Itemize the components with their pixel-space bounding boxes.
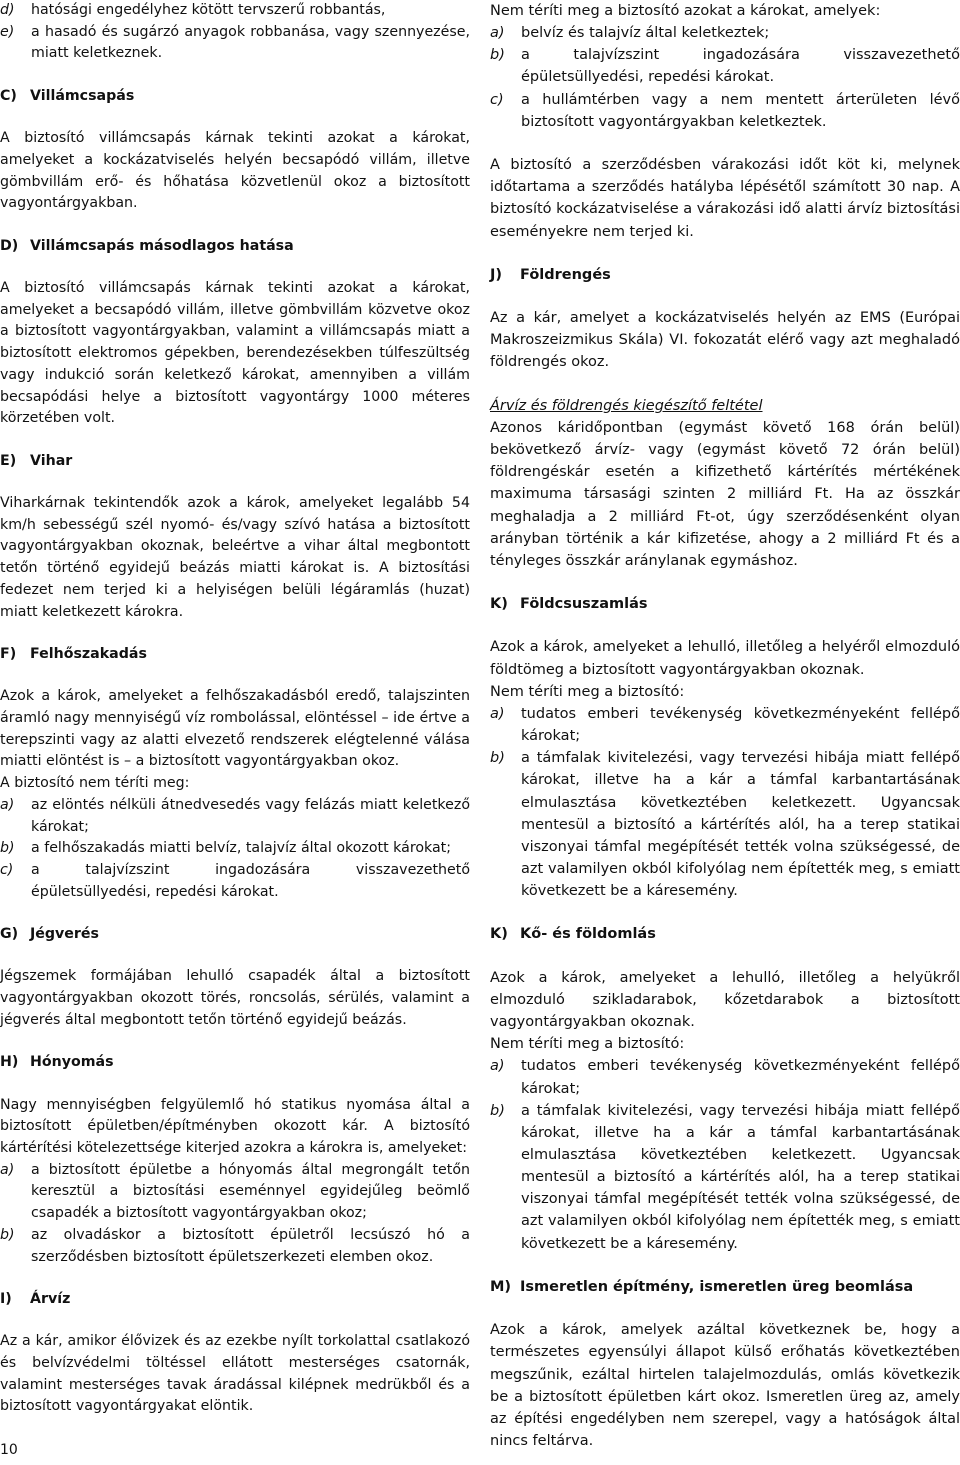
- section-heading-l: K) Kő- és földomlás: [490, 926, 656, 943]
- section-heading-c: C) Villámcsapás: [0, 87, 135, 104]
- section-heading-g: G) Jégverés: [0, 926, 99, 943]
- paragraph: Nem téríti meg a biztosító azokat a károkat, amelyek:: [490, 3, 881, 19]
- list-item: b) az olvadáskor a biztosított épületről lecsúszó hó a szerződésben biztosított épületszerkezeti elemben okoz.: [0, 1226, 470, 1265]
- section-heading-m: M) Ismeretlen építmény, ismeretlen üreg beomlása: [490, 1278, 914, 1295]
- section-heading-h: H) Hónyomás: [0, 1054, 114, 1071]
- section-heading-d: D) Villámcsapás másodlagos hatása: [0, 237, 294, 254]
- list-item: a) tudatos emberi tevékenység következményeként fellépő károkat;: [490, 1058, 960, 1097]
- list-item: b) a támfalak kivitelezési, vagy tervezési hibája miatt fellépő károkat, illetve ha a kár a támfal karbantartásának elmulasztása következtében keletkezett. Ugyancsak mentesül a biztosító a kártérítés alól, ha a terep statikai viszonyai támfal megépítését tették volna szükségessé, de azt valamilyen okból kifolyólag nem építették meg, s emiatt következett be a káresemény.: [490, 750, 960, 900]
- right-column: [490, 0, 960, 1452]
- list-item: a) az elöntés nélküli átnedvesedés vagy felázás miatt keletkező károkat;: [0, 796, 470, 835]
- left-column: [0, 0, 470, 1418]
- paragraph: A biztosító a szerződésben várakozási időt köt ki, melynek időtartama a szerződés hatályba lépésétől számított 30 nap. A biztosító kockázatviselése a várakozási idő alatti árvíz biztosítási eseményekre nem terjed ki.: [490, 157, 960, 240]
- supplement-title: Árvíz és földrengés kiegészítő feltétel: [490, 397, 763, 414]
- paragraph: A biztosító villámcsapás kárnak tekinti azokat a károkat, amelyeket a kockázatviselés helyén becsapódó villám, illetve gömbvillám erő- és hőhatása közvetlenül okoz a biztosított vagyontárgyakban.: [0, 130, 470, 212]
- paragraph: Azok a károk, amelyeket a lehulló, illetőleg a helyéről elmozduló földtömeg a biztosított vagyontárgyakban okoznak.: [490, 639, 960, 678]
- paragraph: Viharkárnak tekintendők azok a károk, amelyeket legalább 54 km/h sebességű szél nyomó- és/vagy szívó hatása a biztosított vagyontárgyakban okoznak, beleértve a vihar által megbontott tetőn történő egyidejű beázás miatti károkat is. A biztosítási fedezet nem terjed ki a helyiségen belüli légáramlás (huzat) miatt keletkezett károkra.: [0, 495, 470, 620]
- paragraph: Azonos káridőpontban (egymást követő 168 órán belül) bekövetkező árvíz- vagy (egymást követő 72 órán belül) földrengéskár esetén a kifizethető kártérítés mértékének maximuma társasági szinten 2 milliárd Ft. Ha az összkár meghaladja a 2 milliárd Ft-ot, úgy szerződésenként olyan arányban történik a kár kifizetése, ahogy a 2 milliárd Ft és a tényleges összkár aránylanak egymáshoz.: [490, 419, 960, 569]
- list-item: b) a talajvízszint ingadozására visszavezethető épületsüllyedési, repedési károkat.: [490, 47, 960, 86]
- list-item: a) tudatos emberi tevékenység következményeként fellépő károkat;: [490, 705, 960, 745]
- section-heading-e: E) Vihar: [0, 452, 73, 469]
- paragraph: Az a kár, amelyet a kockázatviselés helyén az EMS (Európai Makroszeizmikus Skála) VI. fokozatát elérő vagy azt meghaladó földrengés okoz.: [490, 310, 960, 371]
- paragraph: Azok a károk, amelyek azáltal következnek be, hogy a természetes egyensúlyi állapot külső erőhatás következtében megszűnik, ezáltal hirtelen talajelmozdulás, omlás következik be a biztosított épületben kárt okoz. Ismeretlen üreg az, amely az építési engedélyben nem szerepel, vagy a hatóságok által nincs feltárva.: [490, 1322, 960, 1449]
- paragraph: Azok a károk, amelyeket a felhőszakadásból eredő, talajszinten áramló nagy mennyiségű víz rombolással, elöntéssel – ide értve a terepszinti vagy az alatti elvezető rendszerek elégtelenné válása miatti elöntést is – a biztosított vagyontárgyakban okoz.: [0, 688, 470, 770]
- list-item: e) a hasadó és sugárzó anyagok robbanása, vagy szennyezése, miatt keletkeznek.: [0, 23, 470, 62]
- list-item: a) a biztosított épületbe a hónyomás által megrongált tetőn keresztül a biztosítási eseménnyel egyidejűleg beömlő csapadék a biztosított vagyontárgyakban okoz;: [0, 1161, 470, 1222]
- paragraph: A biztosító villámcsapás kárnak tekinti azokat a károkat, amelyeket a becsapódó villám, illetve gömbvillám közvetve okoz a biztosított vagyontárgyakban, valamint a villámcsapás miatt a biztosított elektromos gépekben, berendezésekben túlfeszültség vagy indukció során keletkező károkat, amennyiben a villám becsapódási helye a biztosított vagyontárgy 1000 méteres körzetében volt.: [0, 280, 470, 427]
- page-number: 10: [0, 1442, 18, 1458]
- paragraph: Nagy mennyiségben felgyülemlő hó statikus nyomása által a biztosított épületben/építményben okozott kár. A biztosító kártérítési kötelezettsége kiterjed azokra a károkra is, amelyeket:: [0, 1096, 470, 1157]
- paragraph: Az a kár, amikor élővizek és az ezekbe nyílt torkolattal csatlakozó és belvízvédelmi töltéssel ellátott mesterséges csatornák, valamint mesterséges tavak áradással kilépnek medrükből és a biztosított vagyontárgyakat elöntik.: [0, 1333, 470, 1415]
- list-item: d) hatósági engedélyhez kötött tervszerű robbantás,: [0, 2, 386, 18]
- paragraph: Nem téríti meg a biztosító:: [490, 1036, 685, 1053]
- paragraph: Nem téríti meg a biztosító:: [490, 683, 685, 700]
- paragraph: Jégszemek formájában lehulló csapadék által a biztosított vagyontárgyakban okozott törés, roncsolás, sérülés, valamint a jégverés által megbontott tetőn történő egyidejű beázás.: [0, 968, 470, 1028]
- section-heading-f: F) Felhőszakadás: [0, 645, 147, 662]
- paragraph: Azok a károk, amelyeket a lehulló, illetőleg a helyükről elmozduló szikladarabok, kőzetdarabok a biztosított vagyontárgyakban okoznak.: [490, 969, 960, 1031]
- list-item: b) a felhőszakadás miatti belvíz, talajvíz által okozott károkat;: [0, 840, 452, 857]
- section-heading-k: K) Földcsuszamlás: [490, 596, 648, 613]
- list-item: a) belvíz és talajvíz által keletkeztek;: [490, 25, 770, 42]
- list-item: b) a támfalak kivitelezési, vagy tervezési hibája miatt fellépő károkat, illetve ha a kár a támfal karbantartásának elmulasztása következtében keletkezett. Ugyancsak mentesül a biztosító a kártérítés alól, ha a terep statikai viszonyai támfal megépítését tették volna szükségessé, de azt valamilyen okból kifolyólag nem építették meg, s emiatt következett be a káresemény.: [490, 1102, 960, 1252]
- paragraph: A biztosító nem téríti meg:: [0, 775, 190, 792]
- section-heading-j: J) Földrengés: [490, 266, 611, 283]
- list-item: c) a talajvízszint ingadozására visszavezethető épületsüllyedési, repedési károkat.: [0, 862, 470, 900]
- section-heading-i: I) Árvíz: [0, 1290, 71, 1307]
- list-item: c) a hullámtérben vagy a nem mentett árterületen lévő biztosított vagyontárgyakban keletkeztek.: [490, 91, 960, 130]
